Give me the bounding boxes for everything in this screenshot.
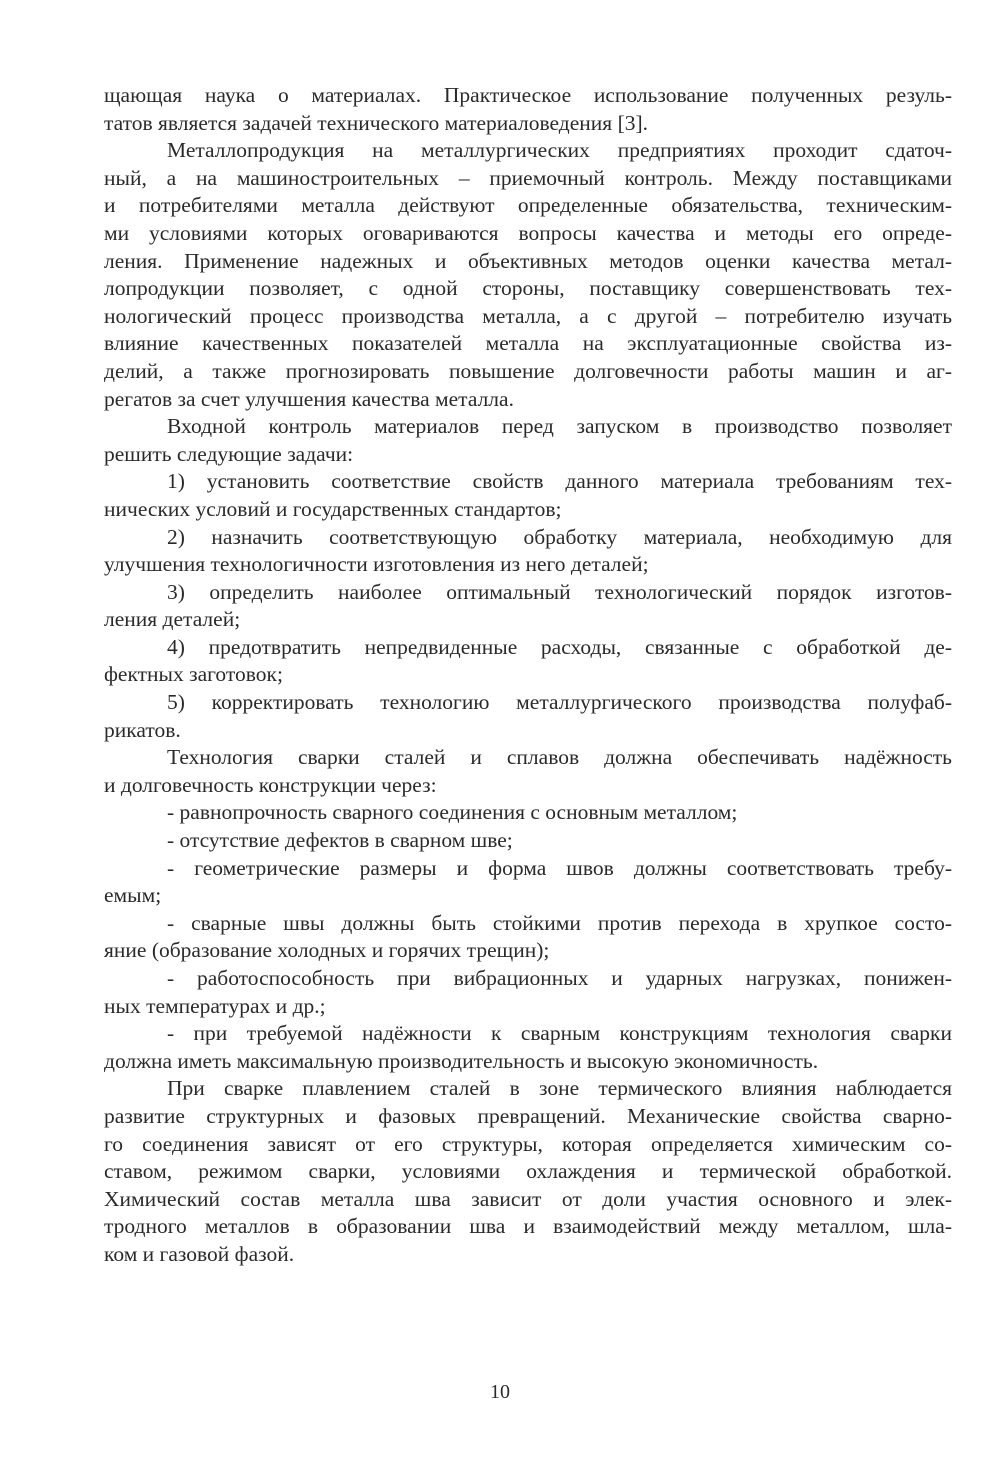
text-line: влияние качественных показателей металла на эксплуатационные свойства из- — [104, 331, 952, 356]
text-line: и потребителями металла действуют определенные обязательства, техническим- — [104, 193, 952, 218]
text-line: 1) установить соответствие свойств данного материала требованиям тех- — [167, 469, 952, 494]
text-line: фектных заготовок; — [104, 662, 283, 687]
text-line: нологический процесс производства металла, а с другой – потребителю изучать — [104, 303, 952, 328]
text-line: лопродукции позволяет, с одной стороны, поставщику совершенствовать тех- — [104, 276, 952, 301]
text-line: тродного металлов в образовании шва и взаимодействий между металлом, шла- — [104, 1214, 952, 1239]
text-line: нических условий и государственных стандартов; — [104, 496, 562, 521]
text-line: Химический состав металла шва зависит от доли участия основного и элек- — [104, 1186, 952, 1211]
text-line: ных температурах и др.; — [104, 993, 326, 1018]
text-line: ми условиями которых оговариваются вопросы качества и методы его опреде- — [104, 220, 952, 245]
page-number: 10 — [490, 1381, 510, 1403]
text-line: ком и газовой фазой. — [104, 1241, 295, 1266]
paragraph-task-5 — [104, 689, 952, 744]
text-line: - отсутствие дефектов в сварном шве; — [167, 828, 513, 853]
text-line: 5) корректировать технологию металлургического производства полуфаб- — [167, 690, 952, 715]
text-line: - сварные швы должны быть стойкими против перехода в хрупкое состо- — [167, 910, 952, 935]
text-line: емым; — [104, 883, 162, 908]
paragraph-req-2 — [104, 827, 952, 855]
text-line: 4) предотвратить непредвиденные расходы, связанные с обработкой де- — [167, 634, 952, 659]
text-line: - работоспособность при вибрационных и ударных нагрузках, понижен- — [167, 966, 952, 990]
text-line: 3) определить наиболее оптимальный технологический порядок изготов- — [167, 579, 952, 604]
text-line: ления деталей; — [104, 607, 241, 632]
paragraph-req-3 — [104, 855, 952, 910]
paragraph-metal-products-control — [104, 137, 952, 413]
text-line: должна иметь максимальную производительность и высокую экономичность. — [104, 1048, 819, 1073]
text-line: ления. Применение надежных и объективных методов оценки качества метал- — [104, 248, 952, 273]
paragraph-req-5 — [104, 965, 952, 1020]
text-line: татов является задачей технического материаловедения [3]. — [104, 110, 649, 135]
text-line: - при требуемой надёжности к сварным конструкциям технология сварки — [167, 1021, 952, 1046]
text-line: развитие структурных и фазовых превращений. Механические свойства сварно- — [104, 1103, 952, 1128]
paragraph-req-6 — [104, 1020, 952, 1075]
text-line: Технология сварки сталей и сплавов должна обеспечивать надёжность — [167, 745, 952, 770]
text-line: делий, а также прогнозировать повышение долговечности работы машин и аг- — [104, 358, 952, 383]
paragraph-task-2 — [104, 524, 952, 579]
paragraph-incoming-control — [104, 413, 952, 468]
paragraph-intro-continuation — [104, 82, 952, 137]
text-line: Металлопродукция на металлургических предприятиях проходит сдаточ- — [167, 138, 952, 163]
paragraph-req-4 — [104, 910, 952, 965]
paragraph-welding-technology — [104, 744, 952, 799]
text-line: - геометрические размеры и форма швов должны соответствовать требу- — [167, 855, 952, 880]
text-line: яние (образование холодных и горячих трещин); — [104, 938, 550, 963]
paragraph-task-4 — [104, 634, 952, 689]
text-line: и долговечность конструкции через: — [104, 772, 437, 797]
text-line: 2) назначить соответствующую обработку материала, необходимую для — [167, 524, 952, 549]
paragraph-task-3 — [104, 579, 952, 634]
text-line: щающая наука о материалах. Практическое использование полученных резуль- — [104, 83, 952, 107]
text-line: - равнопрочность сварного соединения с основным металлом; — [167, 800, 738, 825]
page-body — [104, 82, 952, 1269]
text-line: При сварке плавлением сталей в зоне термического влияния наблюдается — [167, 1076, 952, 1101]
text-line: решить следующие задачи: — [104, 441, 354, 466]
paragraph-req-1 — [104, 799, 952, 827]
text-line: улучшения технологичности изготовления из него деталей; — [104, 552, 649, 577]
paragraph-fusion-welding — [104, 1075, 952, 1268]
text-line: рикатов. — [104, 717, 181, 742]
text-line: го соединения зависят от его структуры, которая определяется химическим со- — [104, 1131, 952, 1156]
text-line: регатов за счет улучшения качества металла. — [104, 386, 514, 411]
text-line: Входной контроль материалов перед запуском в производство позволяет — [167, 414, 952, 439]
text-line: ный, а на машиностроительных – приемочный контроль. Между поставщиками — [104, 165, 952, 190]
paragraph-task-1 — [104, 468, 952, 523]
text-line: ставом, режимом сварки, условиями охлаждения и термической обработкой. — [104, 1159, 952, 1184]
